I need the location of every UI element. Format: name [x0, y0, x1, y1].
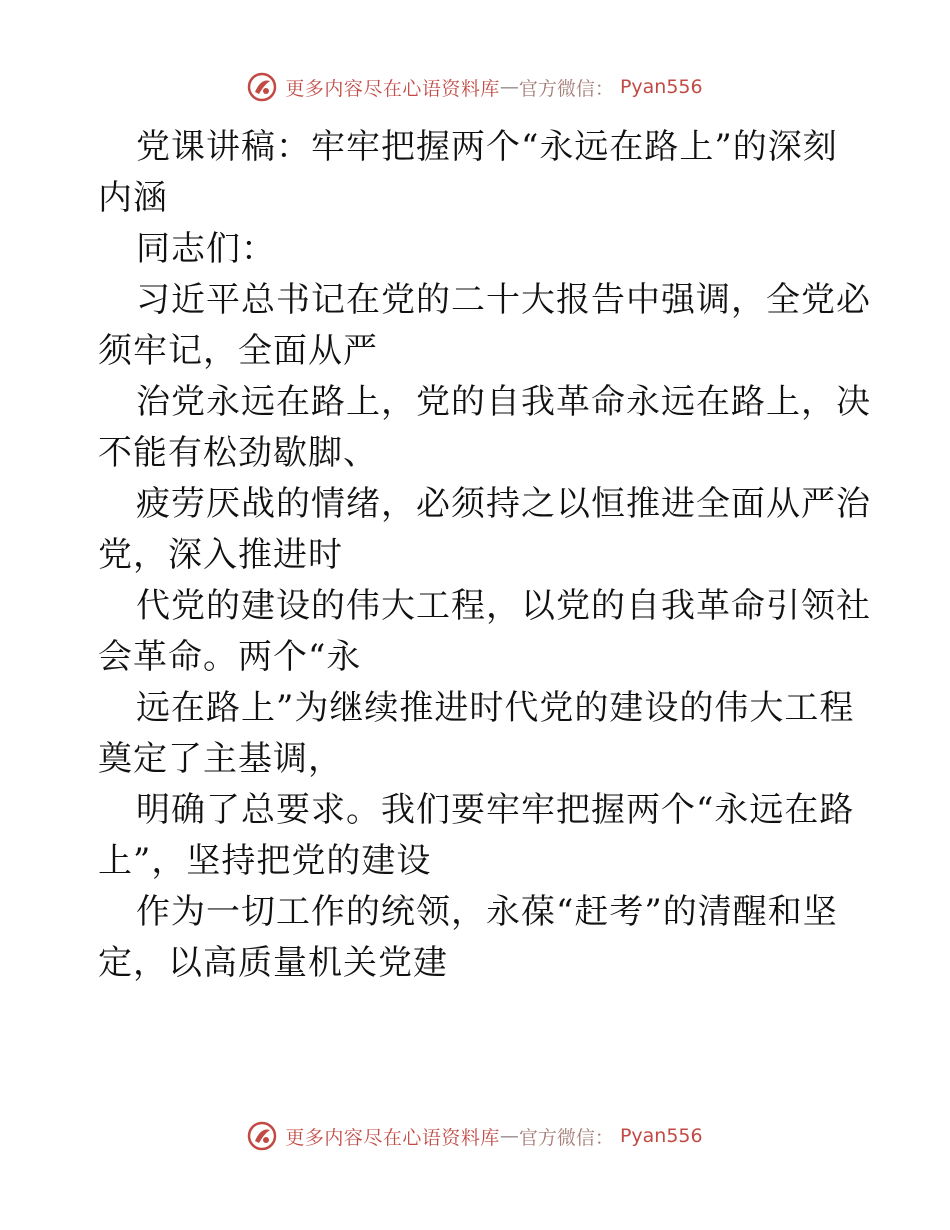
body-line: 代党的建设的伟大工程，以党的自我革命引领社	[136, 586, 871, 626]
body-line: 不能有松劲歇脚、	[98, 433, 378, 473]
body-line: 定，以高质量机关党建	[98, 943, 448, 983]
logo-icon	[247, 72, 277, 102]
logo-icon	[247, 1121, 277, 1151]
salutation: 同志们：	[136, 229, 276, 269]
banner-separator: —	[499, 76, 519, 98]
banner-wechat-id: Pyan556	[619, 76, 703, 98]
banner-wechat-label: 官方微信：	[518, 1126, 614, 1149]
doc-title-line-1: 党课讲稿：牢牢把握两个“永远在路上”的深刻	[136, 127, 838, 167]
doc-title-line-2: 内涵	[98, 178, 168, 218]
body-line: 奠定了主基调，	[98, 739, 343, 779]
document-body	[98, 122, 871, 989]
body-line: 习近平总书记在党的二十大报告中强调，全党必	[136, 280, 871, 320]
body-line: 上”，坚持把党的建设	[98, 841, 432, 881]
body-line: 疲劳厌战的情绪，必须持之以恒推进全面从严治	[136, 484, 871, 524]
body-line: 明确了总要求。我们要牢牢把握两个“永远在路	[136, 790, 855, 830]
footer-banner	[0, 1121, 950, 1151]
banner-separator: —	[499, 1125, 519, 1147]
body-line: 会革命。两个“永	[98, 637, 362, 677]
body-line: 治党永远在路上，党的自我革命永远在路上，决	[136, 382, 871, 422]
body-line: 党，深入推进时	[98, 535, 343, 575]
body-line: 须牢记，全面从严	[98, 331, 378, 371]
header-banner	[0, 72, 950, 102]
banner-wechat-label: 官方微信：	[518, 77, 614, 100]
banner-wechat-id: Pyan556	[619, 1125, 703, 1147]
body-line: 作为一切工作的统领，永葆“赶考”的清醒和坚	[136, 892, 838, 932]
body-line: 远在路上”为继续推进时代党的建设的伟大工程	[136, 688, 855, 728]
banner-text: 更多内容尽在心语资料库	[285, 77, 500, 100]
banner-text: 更多内容尽在心语资料库	[285, 1126, 500, 1149]
